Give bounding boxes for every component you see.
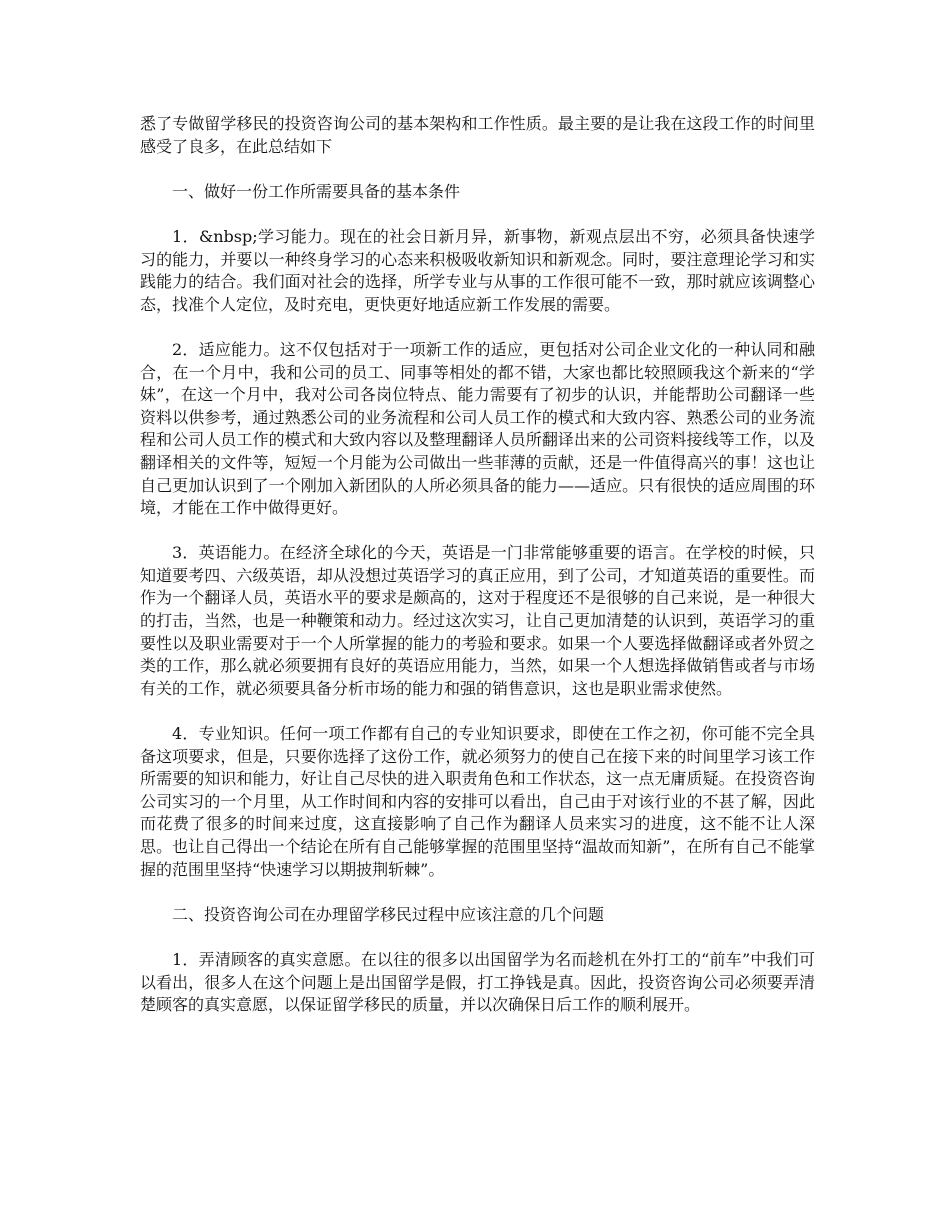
paragraph-professional-knowledge: 4．专业知识。任何一项工作都有自己的专业知识要求，即使在工作之初，你可能不完全具备这项要求，但是，只要你选择了这份工作，就必须努力的使自己在接下来的时间里学习该工作所需要的知识和能力，好让自己尽快的进入职责角色和工作状态，这一点无庸质疑。在投资咨询公司实习的一个月里，从工作时间和内容的安排可以看出，自己由于对该行业的不甚了解，因此而花费了很多的时间来过度，这直接影响了自己作为翻译人员来实习的进度，这不能不让人深思。也让自己得出一个结论在所有自己能够掌握的范围里坚持“温故而知新”，在所有自己不能掌握的范围里坚持“快速学习以期披荆斩棘”。: [140, 724, 815, 879]
paragraph-adaptability: 2．适应能力。这不仅包括对于一项新工作的适应，更包括对公司企业文化的一种认同和融合，在一个月中，我和公司的员工、同事等相处的都不错，大家也都比较照顾我这个新来的“学妹”，在这一个月中，我对公司各岗位特点、能力需要有了初步的认识，并能帮助公司翻译一些资料以供参考，通过熟悉公司的业务流程和公司人员工作的模式和大致内容、熟悉公司的业务流程和公司人员工作的模式和大致内容以及整理翻译人员所翻译出来的公司资料接线等工作，以及翻译相关的文件等，短短一个月能为公司做出一些菲薄的贡献，还是一件值得高兴的事！这也让自己更加认识到了一个刚加入新团队的人所必须具备的能力——适应。只有很快的适应周围的环境，才能在工作中做得更好。: [140, 339, 815, 518]
document-body: [140, 113, 815, 1039]
section-heading-2: 二、投资咨询公司在办理留学移民过程中应该注意的几个问题: [172, 904, 605, 924]
paragraph-english-ability: 3．英语能力。在经济全球化的今天，英语是一门非常能够重要的语言。在学校的时候，只知道要考四、六级英语，却从没想过英语学习的真正应用，到了公司，才知道英语的重要性。而作为一个翻译人员，英语水平的要求是颇高的，这对于程度还不是很够的自己来说，是一种很大的打击，当然，也是一种鞭策和动力。经过这次实习，让自己更加清楚的认识到，英语学习的重要性以及职业需要对于一个人所掌握的能力的考验和要求。如果一个人要选择做翻译或者外贸之类的工作，那么就必须要拥有良好的英语应用能力，当然，如果一个人想选择做销售或者与市场有关的工作，就必须要具备分析市场的能力和强的销售意识，这也是职业需求使然。: [140, 543, 815, 698]
intro-paragraph: 悉了专做留学移民的投资咨询公司的基本架构和工作性质。最主要的是让我在这段工作的时间里感受了良多，在此总结如下: [140, 114, 815, 156]
section-heading-1: 一、做好一份工作所需要具备的基本条件: [172, 181, 461, 201]
paragraph-customer-intent: 1．弄清顾客的真实意愿。在以往的很多以出国留学为名而趁机在外打工的“前车”中我们可以看出，很多人在这个问题上是出国留学是假，打工挣钱是真。因此，投资咨询公司必须要弄清楚顾客的真实意愿，以保证留学移民的质量，并以次确保日后工作的顺利展开。: [140, 949, 815, 1015]
paragraph-learning-ability: 1．&nbsp;学习能力。现在的社会日新月异，新事物，新观点层出不穷，必须具备快速学习的能力，并要以一种终身学习的心态来积极吸收新知识和新观念。同时，要注意理论学习和实践能力的结合。我们面对社会的选择，所学专业与从事的工作很可能不一致，那时就应该调整心态，找准个人定位，及时充电，更快更好地适应新工作发展的需要。: [140, 226, 815, 314]
